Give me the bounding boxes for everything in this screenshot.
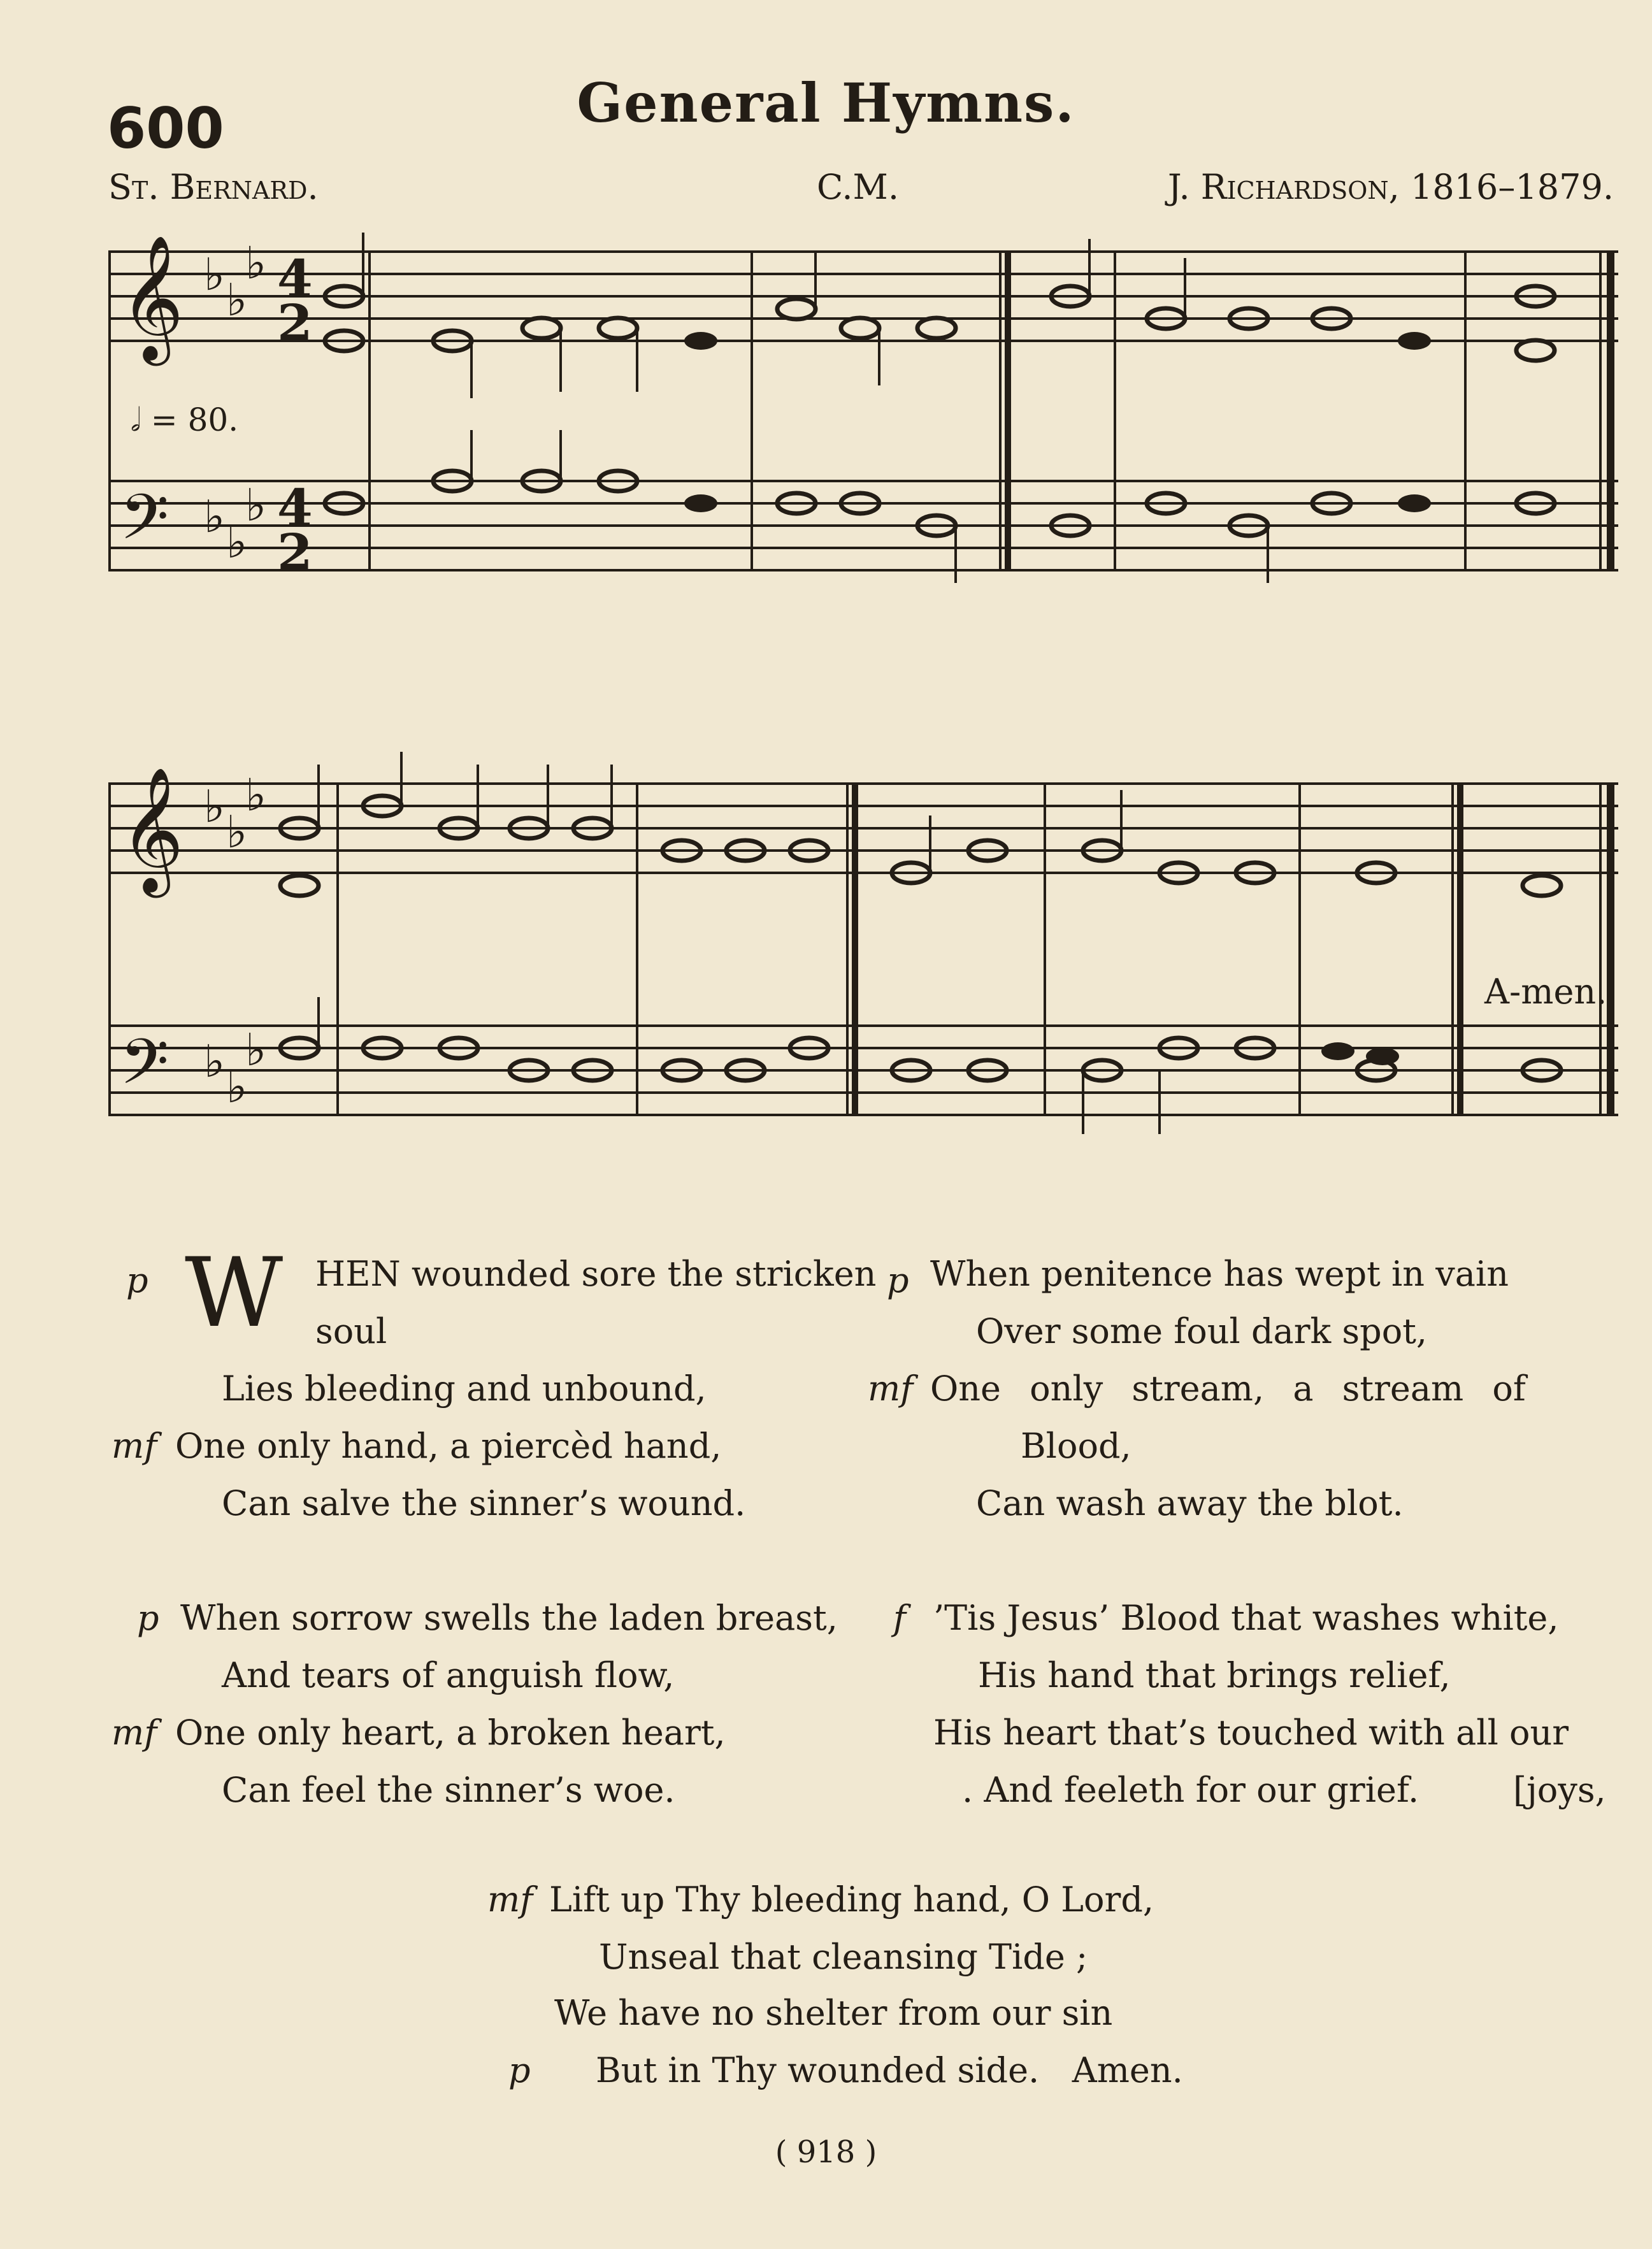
verse-4-turnover: [joys, xyxy=(1513,1770,1606,1810)
svg-text:♭: ♭ xyxy=(204,491,226,543)
verse-5-line-2: Unseal that cleansing Tide ; xyxy=(599,1937,1088,1977)
svg-text:𝄞: 𝄞 xyxy=(120,234,184,361)
verse-3-dynamic-2: mf xyxy=(111,1713,157,1753)
composer: J. Richardson, 1816–1879. xyxy=(1168,167,1614,207)
svg-text:𝄢: 𝄢 xyxy=(120,481,169,570)
verse-2-line-3: One only stream, a stream of xyxy=(930,1369,1526,1409)
page-number: ( 918 ) xyxy=(775,2134,877,2170)
verse-3-line-2: And tears of anguish flow, xyxy=(222,1655,675,1695)
svg-text:♭: ♭ xyxy=(245,769,267,821)
verse-2-line-2: Over some foul dark spot, xyxy=(976,1311,1428,1351)
verse-4-line-2: His hand that brings relief, xyxy=(978,1655,1451,1695)
verse-1-line-4: One only hand, a piercèd hand, xyxy=(175,1426,722,1466)
time-sig-bottom-bass: 2 xyxy=(277,522,313,582)
score-system-2 xyxy=(108,752,1618,1160)
verse-5-dynamic-1: mf xyxy=(487,1879,533,1920)
svg-text:♭: ♭ xyxy=(245,479,267,531)
music-system-2 xyxy=(108,752,1618,1160)
meter: C.M. xyxy=(817,167,900,207)
svg-text:♭: ♭ xyxy=(245,1024,267,1076)
verse-3-line-1: When sorrow swells the laden breast, xyxy=(180,1598,838,1638)
verse-5-line-1: Lift up Thy bleeding hand, O Lord, xyxy=(549,1879,1154,1920)
verse-4-line-1: ’Tis Jesus’ Blood that washes white, xyxy=(933,1598,1559,1638)
svg-text:𝄞: 𝄞 xyxy=(120,766,184,893)
time-sig-bottom-treble: 2 xyxy=(277,293,313,353)
time-sig-top-bass: 4 xyxy=(277,478,313,538)
score-system-1 xyxy=(108,233,1618,615)
verse-1-dynamic-2: mf xyxy=(111,1426,157,1466)
verse-2-line-1: When penitence has wept in vain xyxy=(930,1254,1509,1294)
svg-text:♭: ♭ xyxy=(204,1035,226,1088)
amen-label: A-men. xyxy=(1484,972,1607,1012)
svg-text:♭: ♭ xyxy=(204,248,226,301)
verse-4-line-4: . And feeleth for our grief. xyxy=(962,1770,1419,1810)
time-sig-top-treble: 4 xyxy=(277,248,313,308)
verse-5-line-4: But in Thy wounded side. Amen. xyxy=(596,2050,1183,2090)
svg-text:♭: ♭ xyxy=(204,780,226,833)
svg-text:𝄢: 𝄢 xyxy=(120,1026,169,1114)
music-system-1 xyxy=(108,233,1618,615)
verse-3-dynamic-1: p xyxy=(137,1598,159,1638)
verse-1-line-1: HEN wounded sore the stricken xyxy=(315,1254,877,1294)
drop-cap-w: W xyxy=(185,1238,284,1349)
verse-4-line-3: His heart that’s touched with all our xyxy=(933,1713,1569,1753)
svg-text:♭: ♭ xyxy=(226,806,248,858)
verse-2-dynamic-1: p xyxy=(887,1260,909,1300)
tempo-mark: 𝅗𝅥 = 80. xyxy=(131,401,239,438)
hymn-number: 600 xyxy=(107,96,224,161)
verse-3-line-4: Can feel the sinner’s woe. xyxy=(222,1770,675,1810)
verse-1-line-5: Can salve the sinner’s wound. xyxy=(222,1483,746,1523)
svg-text:♭: ♭ xyxy=(226,274,248,326)
verse-1-line-2: soul xyxy=(315,1311,387,1351)
verse-1-dynamic-1: p xyxy=(126,1260,148,1300)
svg-text:♭: ♭ xyxy=(226,516,248,568)
verse-2-line-4: Blood, xyxy=(1021,1426,1131,1466)
verse-1-line-3: Lies bleeding and unbound, xyxy=(222,1369,707,1409)
verse-3-line-3: One only heart, a broken heart, xyxy=(175,1713,726,1753)
verse-2-dynamic-2: mf xyxy=(868,1369,914,1409)
tune-name: St. Bernard. xyxy=(108,167,319,207)
page-title: General Hymns. xyxy=(577,71,1075,134)
svg-text:♭: ♭ xyxy=(245,237,267,289)
verse-5-dynamic-2: p xyxy=(508,2050,531,2090)
verse-4-dynamic-1: f xyxy=(893,1598,906,1638)
verse-2-line-5: Can wash away the blot. xyxy=(976,1483,1404,1523)
verse-5-line-3: We have no shelter from our sin xyxy=(554,1993,1113,2033)
svg-text:♭: ♭ xyxy=(226,1061,248,1113)
